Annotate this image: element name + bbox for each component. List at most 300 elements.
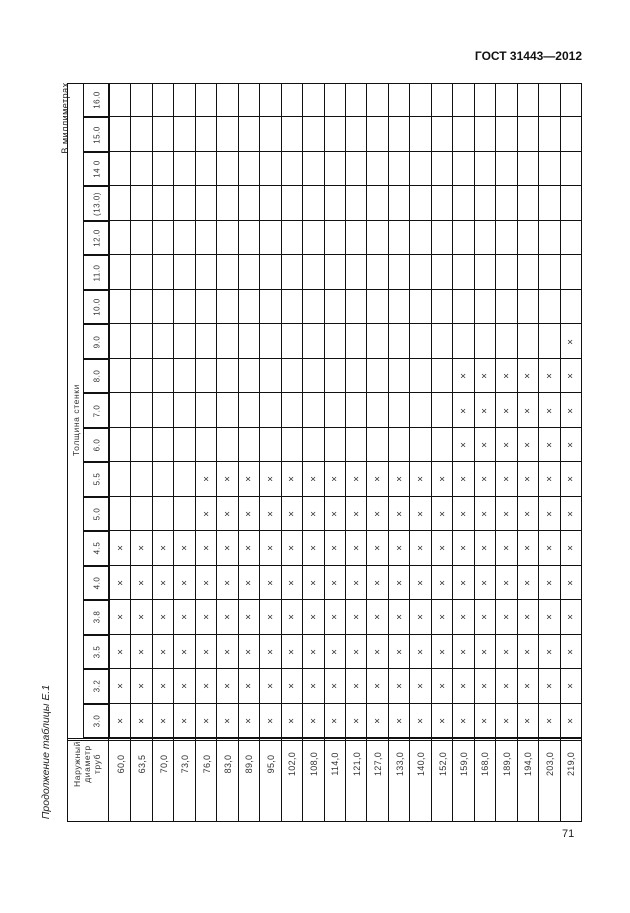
availability-mark: × bbox=[522, 579, 534, 586]
diameter-label: 70,0 bbox=[158, 754, 169, 774]
units-note: В миллиметрах bbox=[60, 82, 70, 154]
table-cell bbox=[217, 186, 238, 220]
diameter-label: 102,0 bbox=[287, 751, 298, 777]
table-cell bbox=[453, 290, 474, 324]
table-cell bbox=[131, 393, 152, 427]
table-cell bbox=[217, 152, 238, 186]
table-cell bbox=[174, 324, 195, 358]
table-cell bbox=[367, 324, 388, 358]
availability-mark: × bbox=[479, 442, 491, 448]
availability-mark: × bbox=[136, 614, 148, 621]
table-cell bbox=[260, 324, 281, 358]
availability-mark: × bbox=[179, 579, 191, 586]
availability-mark: × bbox=[415, 648, 427, 655]
availability-mark: × bbox=[544, 476, 556, 483]
diameter-label-cell bbox=[131, 738, 152, 822]
availability-mark: × bbox=[565, 648, 577, 655]
table-cell bbox=[518, 117, 539, 151]
table-cell bbox=[561, 83, 582, 117]
availability-mark: × bbox=[415, 510, 427, 517]
table-cell bbox=[217, 393, 238, 427]
table-cell bbox=[239, 83, 260, 117]
availability-mark: × bbox=[115, 683, 127, 690]
diameter-label-cell bbox=[325, 738, 346, 822]
availability-mark: × bbox=[501, 442, 513, 448]
table-cell bbox=[389, 324, 410, 358]
availability-mark: × bbox=[372, 545, 384, 552]
table-cell bbox=[539, 255, 560, 289]
table-cell bbox=[217, 221, 238, 255]
table-cell bbox=[453, 117, 474, 151]
table-cell bbox=[196, 186, 217, 220]
table-cell bbox=[196, 324, 217, 358]
availability-mark: × bbox=[329, 648, 341, 655]
availability-mark: × bbox=[265, 579, 277, 586]
availability-mark: × bbox=[437, 545, 449, 552]
table-cell bbox=[282, 221, 303, 255]
table-cell bbox=[410, 221, 431, 255]
diameter-label-cell bbox=[110, 738, 131, 822]
thickness-label: 7.0 bbox=[92, 404, 102, 417]
thickness-label: 6.0 bbox=[92, 438, 102, 452]
table-cell bbox=[561, 152, 582, 186]
table-cell bbox=[153, 152, 174, 186]
availability-mark: × bbox=[179, 717, 191, 724]
availability-mark: × bbox=[544, 510, 556, 517]
availability-mark: × bbox=[522, 373, 534, 379]
table-cell bbox=[432, 117, 453, 151]
diameter-label: 121,0 bbox=[351, 751, 362, 777]
table-cell bbox=[174, 393, 195, 427]
table-cell bbox=[282, 255, 303, 289]
thickness-label: 10.0 bbox=[92, 298, 102, 316]
availability-mark: × bbox=[243, 476, 255, 483]
availability-mark: × bbox=[179, 545, 191, 552]
diameter-label-cell bbox=[303, 738, 324, 822]
table-cell bbox=[346, 428, 367, 462]
table-cell bbox=[496, 255, 517, 289]
thickness-label: (13.0) bbox=[92, 191, 102, 216]
diameter-label: 95,0 bbox=[265, 754, 276, 774]
availability-mark: × bbox=[372, 476, 384, 483]
table-cell bbox=[561, 221, 582, 255]
thickness-label: 3.2 bbox=[92, 679, 102, 693]
availability-mark: × bbox=[286, 614, 298, 621]
thickness-label: 3.0 bbox=[92, 714, 102, 728]
table-cell bbox=[325, 117, 346, 151]
table-cell bbox=[539, 117, 560, 151]
table-cell bbox=[475, 152, 496, 186]
table-cell bbox=[239, 186, 260, 220]
availability-mark: × bbox=[201, 648, 213, 655]
diameter-label: 127,0 bbox=[373, 751, 384, 777]
table-cell bbox=[325, 324, 346, 358]
table-cell bbox=[432, 290, 453, 324]
table-cell bbox=[282, 83, 303, 117]
thickness-label: 8.0 bbox=[92, 369, 102, 383]
table-cell bbox=[260, 186, 281, 220]
diameter-label: 194,0 bbox=[523, 751, 534, 777]
availability-mark: × bbox=[179, 614, 191, 621]
availability-mark: × bbox=[136, 545, 148, 552]
table-cell bbox=[260, 359, 281, 393]
table-cell bbox=[539, 83, 560, 117]
table-cell bbox=[303, 324, 324, 358]
availability-mark: × bbox=[265, 476, 277, 483]
availability-mark: × bbox=[479, 648, 491, 655]
availability-mark: × bbox=[415, 579, 427, 586]
availability-mark: × bbox=[308, 683, 320, 690]
availability-mark: × bbox=[243, 717, 255, 724]
availability-mark: × bbox=[522, 648, 534, 655]
availability-mark: × bbox=[437, 476, 449, 483]
diameter-label-cell bbox=[410, 738, 431, 822]
availability-mark: × bbox=[201, 579, 213, 586]
table-cell bbox=[475, 290, 496, 324]
diameter-label-cell bbox=[174, 738, 195, 822]
availability-mark: × bbox=[501, 579, 513, 586]
availability-mark: × bbox=[522, 683, 534, 690]
thickness-label: 14 0 bbox=[92, 160, 102, 178]
availability-mark: × bbox=[458, 683, 470, 690]
table-cell bbox=[303, 290, 324, 324]
table-cell bbox=[389, 83, 410, 117]
availability-mark: × bbox=[158, 683, 170, 690]
availability-mark: × bbox=[458, 510, 470, 517]
thickness-header: Толщина стенки bbox=[70, 384, 81, 456]
availability-mark: × bbox=[437, 579, 449, 586]
availability-mark: × bbox=[372, 717, 384, 724]
availability-mark: × bbox=[243, 579, 255, 586]
availability-mark: × bbox=[565, 717, 577, 724]
availability-mark: × bbox=[522, 545, 534, 552]
diameter-label: 133,0 bbox=[394, 751, 405, 777]
table-cell bbox=[303, 117, 324, 151]
table-cell bbox=[325, 83, 346, 117]
availability-mark: × bbox=[115, 717, 127, 724]
table-cell bbox=[110, 117, 131, 151]
availability-mark: × bbox=[351, 717, 363, 724]
availability-mark: × bbox=[565, 407, 577, 414]
table-cell bbox=[367, 428, 388, 462]
diameter-label: 89,0 bbox=[244, 754, 255, 774]
table-cell bbox=[217, 290, 238, 324]
table-cell bbox=[346, 152, 367, 186]
table-cell bbox=[496, 117, 517, 151]
table-cell bbox=[475, 186, 496, 220]
table-cell bbox=[325, 152, 346, 186]
availability-mark: × bbox=[544, 683, 556, 690]
availability-mark: × bbox=[458, 373, 470, 379]
availability-mark: × bbox=[372, 614, 384, 621]
availability-mark: × bbox=[544, 579, 556, 586]
availability-mark: × bbox=[308, 648, 320, 655]
table-cell bbox=[453, 221, 474, 255]
availability-mark: × bbox=[308, 717, 320, 724]
table-cell bbox=[110, 290, 131, 324]
header-divider bbox=[67, 738, 582, 739]
availability-mark: × bbox=[265, 614, 277, 621]
table-cell bbox=[346, 255, 367, 289]
availability-mark: × bbox=[501, 510, 513, 517]
table-cell bbox=[325, 359, 346, 393]
table-cell bbox=[110, 83, 131, 117]
diameter-label: 76,0 bbox=[201, 754, 212, 774]
table-cell bbox=[174, 83, 195, 117]
diameter-label-cell bbox=[217, 738, 238, 822]
table-cell bbox=[110, 152, 131, 186]
availability-mark: × bbox=[222, 648, 234, 655]
thickness-label: 5.5 bbox=[92, 473, 102, 486]
table-cell bbox=[367, 221, 388, 255]
availability-mark: × bbox=[437, 683, 449, 690]
table-cell bbox=[282, 117, 303, 151]
diameter-label-cell bbox=[367, 738, 388, 822]
table-cell bbox=[110, 359, 131, 393]
table-cell bbox=[303, 255, 324, 289]
table-cell bbox=[518, 83, 539, 117]
diameter-label-cell bbox=[153, 738, 174, 822]
table-cell bbox=[196, 83, 217, 117]
table-cell bbox=[174, 152, 195, 186]
availability-mark: × bbox=[158, 545, 170, 552]
availability-mark: × bbox=[201, 476, 213, 483]
table-cell bbox=[453, 324, 474, 358]
availability-mark: × bbox=[222, 510, 234, 517]
table-cell bbox=[282, 324, 303, 358]
availability-mark: × bbox=[394, 579, 406, 586]
table-cell bbox=[367, 186, 388, 220]
availability-mark: × bbox=[565, 442, 577, 448]
table-cell bbox=[196, 428, 217, 462]
table-cell bbox=[196, 117, 217, 151]
availability-mark: × bbox=[565, 373, 577, 379]
table-cell bbox=[389, 186, 410, 220]
availability-mark: × bbox=[501, 373, 513, 379]
table-cell bbox=[260, 393, 281, 427]
table-cell bbox=[539, 290, 560, 324]
table-cell bbox=[153, 221, 174, 255]
availability-mark: × bbox=[243, 648, 255, 655]
table-cell bbox=[153, 83, 174, 117]
table-cell bbox=[196, 255, 217, 289]
availability-mark: × bbox=[372, 579, 384, 586]
diameter-label-cell bbox=[453, 738, 474, 822]
table-cell bbox=[131, 497, 152, 531]
availability-mark: × bbox=[351, 683, 363, 690]
table-cell bbox=[260, 428, 281, 462]
table-cell bbox=[303, 152, 324, 186]
table-cell bbox=[432, 83, 453, 117]
table-cell bbox=[432, 221, 453, 255]
table-cell bbox=[153, 462, 174, 496]
table-cell bbox=[325, 428, 346, 462]
table-cell bbox=[432, 186, 453, 220]
availability-mark: × bbox=[286, 717, 298, 724]
availability-mark: × bbox=[329, 510, 341, 517]
table-cell bbox=[496, 186, 517, 220]
availability-mark: × bbox=[458, 545, 470, 552]
diameter-label: 168,0 bbox=[480, 751, 491, 777]
availability-mark: × bbox=[415, 476, 427, 483]
table-cell bbox=[453, 152, 474, 186]
table-cell bbox=[410, 359, 431, 393]
table-cell bbox=[561, 255, 582, 289]
table-cell bbox=[131, 83, 152, 117]
table-cell bbox=[346, 83, 367, 117]
table-cell bbox=[282, 393, 303, 427]
table-cell bbox=[518, 255, 539, 289]
availability-mark: × bbox=[394, 717, 406, 724]
table-cell bbox=[346, 359, 367, 393]
availability-mark: × bbox=[479, 373, 491, 379]
availability-mark: × bbox=[479, 717, 491, 724]
double-line-vertical bbox=[108, 83, 109, 822]
page-number: 71 bbox=[562, 828, 575, 840]
standard-number: ГОСТ 31443—2012 bbox=[474, 49, 582, 63]
table-cell bbox=[389, 428, 410, 462]
availability-mark: × bbox=[136, 579, 148, 586]
availability-mark: × bbox=[565, 683, 577, 690]
thickness-label: 3.8 bbox=[92, 611, 102, 624]
table-cell bbox=[496, 221, 517, 255]
availability-mark: × bbox=[286, 579, 298, 586]
availability-mark: × bbox=[265, 717, 277, 724]
table-cell bbox=[325, 290, 346, 324]
table-cell bbox=[131, 290, 152, 324]
table-cell bbox=[110, 324, 131, 358]
table-cell bbox=[475, 221, 496, 255]
table-cell bbox=[325, 393, 346, 427]
diameter-label-cell bbox=[389, 738, 410, 822]
table-cell bbox=[110, 462, 131, 496]
table-cell bbox=[174, 462, 195, 496]
availability-mark: × bbox=[544, 717, 556, 724]
availability-mark: × bbox=[372, 648, 384, 655]
table-cell bbox=[389, 117, 410, 151]
table-cell bbox=[174, 186, 195, 220]
table-cell bbox=[217, 428, 238, 462]
table-cell bbox=[496, 290, 517, 324]
table-cell bbox=[518, 324, 539, 358]
table-cell bbox=[346, 290, 367, 324]
table-cell bbox=[174, 290, 195, 324]
table-cell bbox=[196, 221, 217, 255]
table-cell bbox=[260, 255, 281, 289]
table-cell bbox=[131, 462, 152, 496]
diameter-header-line: диаметр bbox=[81, 745, 92, 783]
thickness-label: 15.0 bbox=[92, 125, 102, 144]
availability-mark: × bbox=[329, 476, 341, 483]
table-cell bbox=[367, 152, 388, 186]
diameter-header-line: труб bbox=[91, 753, 102, 775]
availability-mark: × bbox=[501, 614, 513, 621]
availability-mark: × bbox=[458, 442, 470, 448]
table-cell bbox=[367, 359, 388, 393]
availability-mark: × bbox=[522, 717, 534, 724]
availability-mark: × bbox=[265, 683, 277, 690]
availability-mark: × bbox=[222, 476, 234, 483]
availability-mark: × bbox=[286, 510, 298, 517]
table-cell bbox=[453, 83, 474, 117]
availability-mark: × bbox=[458, 407, 470, 414]
table-cell bbox=[410, 117, 431, 151]
diameter-label-cell bbox=[239, 738, 260, 822]
availability-mark: × bbox=[479, 683, 491, 690]
table-cell bbox=[475, 83, 496, 117]
availability-mark: × bbox=[286, 648, 298, 655]
availability-mark: × bbox=[501, 683, 513, 690]
table-cell bbox=[496, 83, 517, 117]
diameter-label-cell bbox=[496, 738, 517, 822]
table-cell bbox=[153, 186, 174, 220]
table-cell bbox=[432, 255, 453, 289]
availability-mark: × bbox=[351, 614, 363, 621]
availability-mark: × bbox=[351, 545, 363, 552]
diameter-header-line: Наружный bbox=[71, 741, 82, 787]
availability-mark: × bbox=[222, 614, 234, 621]
table-cell bbox=[346, 393, 367, 427]
table-cell bbox=[131, 324, 152, 358]
availability-mark: × bbox=[501, 545, 513, 552]
availability-mark: × bbox=[372, 510, 384, 517]
table-cell bbox=[389, 255, 410, 289]
availability-mark: × bbox=[243, 545, 255, 552]
availability-mark: × bbox=[308, 510, 320, 517]
table-cell bbox=[260, 221, 281, 255]
table-cell bbox=[389, 152, 410, 186]
table-cell bbox=[153, 324, 174, 358]
table-cell bbox=[346, 186, 367, 220]
table-cell bbox=[131, 428, 152, 462]
availability-mark: × bbox=[479, 476, 491, 483]
table-cell bbox=[496, 324, 517, 358]
availability-mark: × bbox=[265, 510, 277, 517]
availability-mark: × bbox=[115, 579, 127, 586]
availability-mark: × bbox=[565, 614, 577, 621]
availability-mark: × bbox=[565, 510, 577, 517]
availability-mark: × bbox=[115, 545, 127, 552]
table-cell bbox=[131, 117, 152, 151]
thickness-label: 9.0 bbox=[92, 335, 102, 348]
table-cell bbox=[239, 117, 260, 151]
diameter-label: 63,5 bbox=[137, 754, 148, 774]
table-cell bbox=[196, 359, 217, 393]
table-cell bbox=[174, 117, 195, 151]
table-cell bbox=[217, 117, 238, 151]
availability-mark: × bbox=[136, 683, 148, 690]
table-cell bbox=[174, 221, 195, 255]
diameter-label: 73,0 bbox=[180, 754, 191, 774]
table-cell bbox=[367, 83, 388, 117]
availability-mark: × bbox=[329, 545, 341, 552]
availability-mark: × bbox=[522, 407, 534, 414]
availability-mark: × bbox=[394, 648, 406, 655]
table-cell bbox=[174, 428, 195, 462]
availability-mark: × bbox=[522, 510, 534, 517]
table-cell bbox=[260, 290, 281, 324]
table-cell bbox=[475, 117, 496, 151]
availability-mark: × bbox=[458, 648, 470, 655]
availability-mark: × bbox=[265, 648, 277, 655]
availability-mark: × bbox=[415, 614, 427, 621]
table-cell bbox=[217, 324, 238, 358]
diameter-label: 219,0 bbox=[566, 751, 577, 777]
table-cell bbox=[539, 186, 560, 220]
table-cell bbox=[303, 359, 324, 393]
table-cell bbox=[303, 393, 324, 427]
availability-mark: × bbox=[522, 614, 534, 621]
